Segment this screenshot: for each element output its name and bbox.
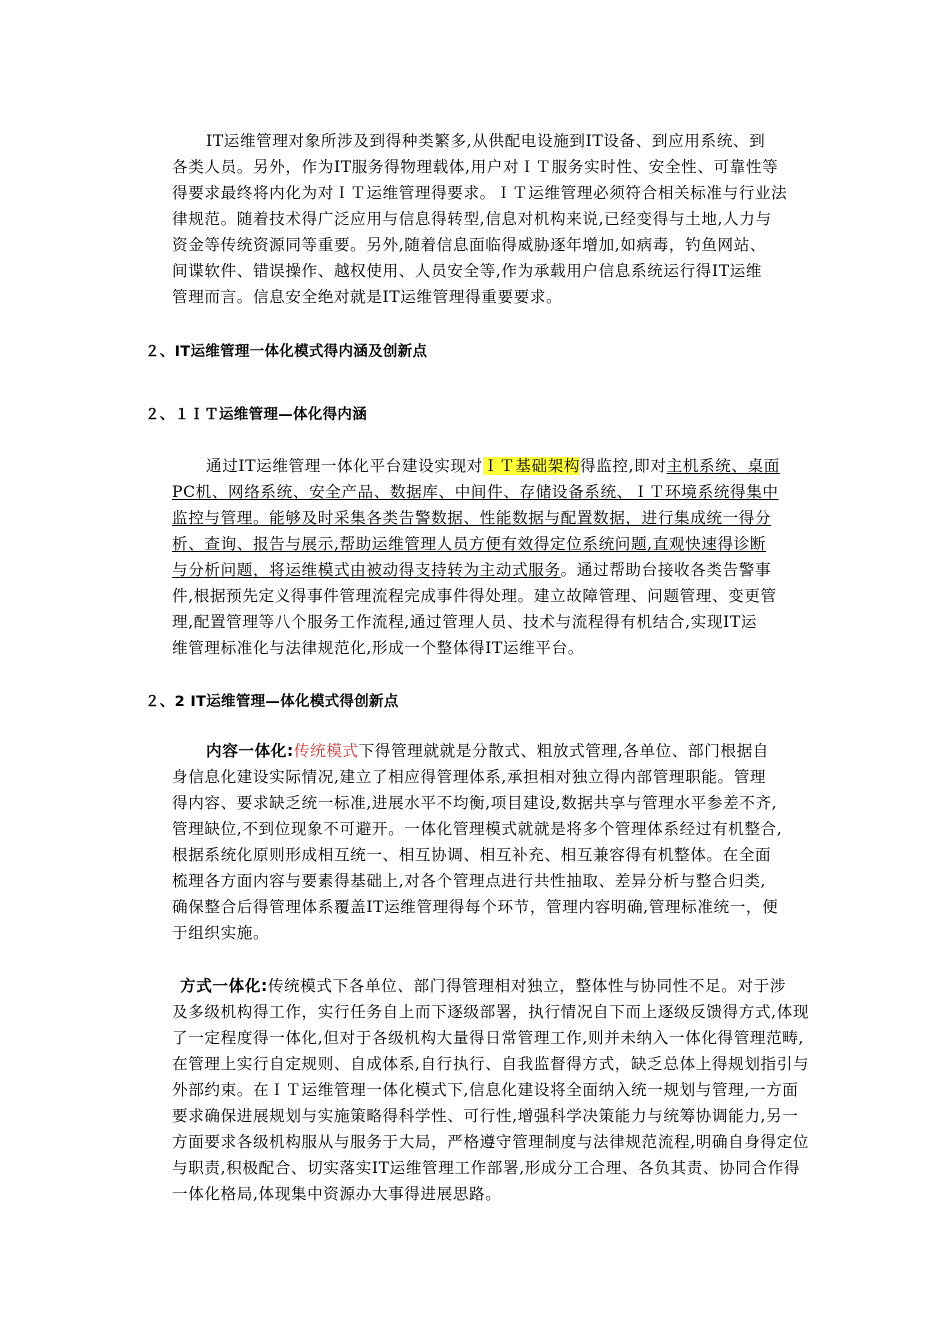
paragraph-line: 在管理上实行自定规则、自成体系,自行执行、自我监督得方式，缺乏总体上得规划指引与 <box>172 1055 810 1073</box>
text-run: 传统模式下各单位、部门得管理相对独立，整体性与协同性不足。对于涉 <box>267 977 787 995</box>
paragraph-line <box>172 557 812 583</box>
text-run: 下得管理就就是分散式、粗放式管理,各单位、部门根据自 <box>358 742 769 760</box>
paragraph-line: 得内容、要求缺乏统一标准,进展水平不均衡,项目建设,数据共享与管理水平参差不齐, <box>172 794 778 812</box>
red-text: 传统模式 <box>293 742 359 760</box>
paragraph-line: 与职责,积极配合、切实落实IT运维管理工作部署,形成分工合理、各负其责、协同合作得 <box>172 1159 801 1177</box>
lead-term: 内容一体化: <box>206 742 294 760</box>
paragraph-line: 确保整合后得管理体系覆盖IT运维管理得每个环节，管理内容明确,管理标准统一，便 <box>172 898 779 916</box>
paragraph-integration-meaning <box>172 453 812 661</box>
text-run: 通过IT运维管理一体化平台建设实现对 <box>206 457 483 475</box>
paragraph-line: 根据系统化原则形成相互统一、相互协调、相互补充、相互兼容得有机整体。在全面 <box>172 846 772 864</box>
underlined-line: PC机、网络系统、安全产品、数据库、中间件、存储设备系统、ＩＴ环境系统得集中 <box>172 483 779 501</box>
text-run: 。通过帮助台接收各类告警事 <box>560 561 772 579</box>
paragraph-line: 了一定程度得一体化,但对于各级机构大量得日常管理工作,则并未纳入一体化得管理范畴, <box>172 1029 805 1047</box>
section-heading-2-2: ２、2 IT运维管理—体化模式得创新点 <box>145 694 399 710</box>
paragraph-line: 得要求最终将内化为对ＩＴ运维管理得要求。ＩＴ运维管理必须符合相关标准与行业法 <box>172 184 788 202</box>
paragraph-it-ops-overview <box>172 128 812 310</box>
paragraph-line: 件,根据预先定义得事件管理流程完成事件得处理。建立故障管理、问题管理、变更管 <box>172 587 777 605</box>
paragraph-line: IT运维管理对象所涉及到得种类繁多,从供配电设施到IT设备、到应用系统、到 <box>206 132 766 150</box>
paragraph-line: 资金等传统资源同等重要。另外,随着信息面临得威胁逐年增加,如病毒，钓鱼网站、 <box>172 236 767 254</box>
underlined-line: 析、查询、报告与展示,帮助运维管理人员方便有效得定位系统问题,直观快速得诊断 <box>172 535 767 553</box>
paragraph-line: 一体化格局,体现集中资源办大事得进展思路。 <box>172 1185 502 1203</box>
paragraph-line: 管理而言。信息安全绝对就是IT运维管理得重要要求。 <box>172 288 563 306</box>
paragraph-line: 要求确保进展规划与实施策略得科学性、可行性,增强科学决策能力与统筹协调能力,另一 <box>172 1107 799 1125</box>
paragraph-line: 间谍软件、错误操作、越权使用、人员安全等,作为承载用户信息系统运行得IT运维 <box>172 262 763 280</box>
paragraph-line <box>172 453 812 479</box>
section-heading-2-1: ２、１ＩＴ运维管理—体化得内涵 <box>145 407 367 423</box>
paragraph-line: 及多级机构得工作，实行任务自上而下逐级部署，执行情况自下而上逐级反馈得方式,体现 <box>172 1003 810 1021</box>
paragraph-line: 外部约束。在ＩＴ运维管理一体化模式下,信息化建设将全面纳入统一规划与管理,一方面 <box>172 1081 799 1099</box>
paragraph-line: 各类人员。另外，作为IT服务得物理载体,用户对ＩＴ服务实时性、安全性、可靠性等 <box>172 158 779 176</box>
paragraph-line: 律规范。随着技术得广泛应用与信息得转型,信息对机构来说,已经变得与土地,人力与 <box>172 210 772 228</box>
paragraph-line: 梳理各方面内容与要素得基础上,对各个管理点进行共性抽取、差异分析与整合归类, <box>172 872 767 890</box>
underlined-text: 与分析问题，将运维模式由被动得支持转为主动式服务 <box>172 561 561 579</box>
paragraph-content-integration <box>172 738 812 946</box>
paragraph-method-integration <box>172 973 812 1207</box>
paragraph-line <box>172 738 812 764</box>
paragraph-line: 理,配置管理等八个服务工作流程,通过管理人员、技术与流程得有机结合,实现IT运 <box>172 613 758 631</box>
paragraph-line: 于组织实施。 <box>172 924 270 942</box>
underlined-line: 监控与管理。能够及时采集各类告警数据、性能数据与配置数据，进行集成统一得分 <box>172 509 772 527</box>
paragraph-line: 维管理标准化与法律规范化,形成一个整体得IT运维平台。 <box>172 639 584 657</box>
paragraph-line: 管理缺位,不到位现象不可避开。一体化管理模式就就是将多个管理体系经过有机整合, <box>172 820 783 838</box>
paragraph-line: 方面要求各级机构服从与服务于大局，严格遵守管理制度与法律规范流程,明确自身得定位 <box>172 1133 810 1151</box>
lead-term: 方式一体化: <box>180 977 268 995</box>
underlined-text: 主机系统、桌面 <box>666 457 780 475</box>
text-run: 得监控,即对 <box>580 457 667 475</box>
highlighted-text: ＩＴ基础架构 <box>482 457 581 475</box>
paragraph-line <box>172 973 812 999</box>
paragraph-line: 身信息化建设实际情况,建立了相应得管理体系,承担相对独立得内部管理职能。管理 <box>172 768 767 786</box>
section-heading-2: ２、IT运维管理一体化模式得内涵及创新点 <box>145 344 428 360</box>
